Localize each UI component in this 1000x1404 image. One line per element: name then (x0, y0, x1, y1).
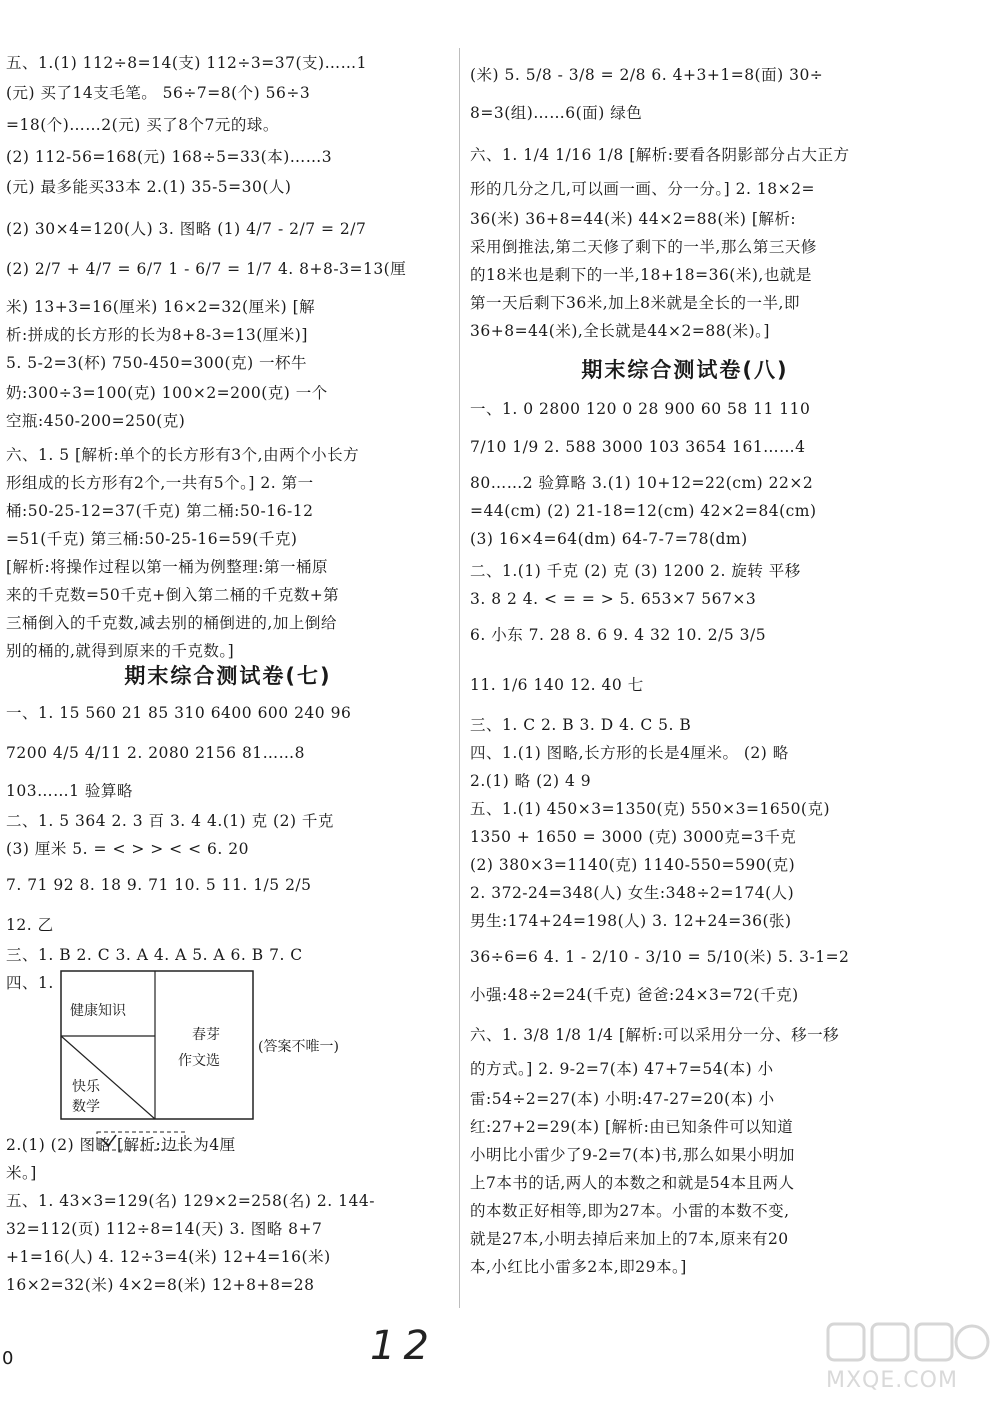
text-line: 米) 13+3=16(厘米) 16×2=32(厘米) [解 (6, 298, 316, 316)
diagram-label: 春芽 (192, 1027, 220, 1043)
text-line: =18(个)……2(元) 买了8个7元的球。 (6, 116, 279, 134)
text-line: 小明比小雷少了9-2=7(本)书,那么如果小明加 (470, 1146, 795, 1164)
page-number: 0 (2, 1348, 14, 1369)
section-title: 期末综合测试卷(八) (581, 358, 789, 382)
text-line: 的18米也是剩下的一半,18+18=36(米),也就是 (470, 266, 812, 284)
text-line: 形的几分之几,可以画一画、分一分。] 2. 18×2= (470, 180, 815, 198)
text-line: (米) 5. 5/8 - 3/8 = 2/8 6. 4+3+1=8(面) 30÷ (470, 66, 824, 84)
text-line: 7/10 1/9 2. 588 3000 103 3654 161……4 (470, 438, 806, 456)
text-line: 80……2 验算略 3.(1) 10+12=22(cm) 22×2 (470, 474, 814, 492)
diagram-label: 数学 (72, 1099, 100, 1115)
watermark-logo (826, 1318, 996, 1368)
text-line: (元) 买了14支毛笔。 56÷7=8(个) 56÷3 (6, 84, 311, 102)
text-line: 8=3(组)……6(面) 绿色 (470, 104, 643, 122)
text-line: 本,小红比小雷多2本,即29本。] (470, 1258, 687, 1276)
text-line: 形组成的长方形有2个,一共有5个。] 2. 第一 (6, 474, 314, 492)
text-line: (2) 112-56=168(元) 168÷5=33(本)……3 (6, 148, 333, 166)
text-line: 11. 1/6 140 12. 40 七 (470, 676, 644, 694)
diagram-label: 作文选 (178, 1053, 220, 1069)
text-line: 采用倒推法,第二天修了剩下的一半,那么第三天修 (470, 238, 817, 256)
text-line: 男生:174+24=198(人) 3. 12+24=36(张) (470, 912, 792, 930)
text-line: 五、1.(1) 112÷8=14(支) 112÷3=37(支)……1 (6, 54, 367, 72)
text-line: 六、1. 5 [解析:单个的长方形有3个,由两个小长方 (6, 446, 360, 464)
text-line: 36+8=44(米),全长就是44×2=88(米)。] (470, 322, 770, 340)
text-line: 2.(1) 略 (2) 4 9 (470, 772, 592, 790)
text-line: 103……1 验算略 (6, 782, 133, 800)
text-line: 小强:48÷2=24(千克) 爸爸:24×3=72(千克) (470, 986, 799, 1004)
text-line: 上7本书的话,两人的本数之和就是54本且两人 (470, 1174, 795, 1192)
text-line: 36÷6=6 4. 1 - 2/10 - 3/10 = 5/10(米) 5. 3-1=2 (470, 948, 850, 966)
text-line: 一、1. 15 560 21 85 310 6400 600 240 96 (6, 704, 352, 722)
text-line: 16×2=32(米) 4×2=8(米) 12+8+8=28 (6, 1276, 315, 1294)
text-line: (2) 380×3=1140(克) 1140-550=590(克) (470, 856, 796, 874)
text-line: 6. 小东 7. 28 8. 6 9. 4 32 10. 2/5 3/5 (470, 626, 767, 644)
watermark-url: MXQE.COM (826, 1368, 958, 1393)
text-line: 第一天后剩下36米,加上8米就是全长的一半,即 (470, 294, 800, 312)
text-line: 析:拼成的长方形的长为8+8-3=13(厘米)] (6, 326, 308, 344)
text-line: 5. 5-2=3(杯) 750-450=300(克) 一杯牛 (6, 354, 308, 372)
text-line: (2) 2/7 + 4/7 = 6/7 1 - 6/7 = 1/7 4. 8+8-3=13(厘 (6, 260, 407, 278)
text-line: =51(千克) 第三桶:50-25-16=59(千克) (6, 530, 298, 548)
text-line: 五、1.(1) 450×3=1350(克) 550×3=1650(克) (470, 800, 831, 818)
text-line: 别的桶的,就得到原来的千克数。] (6, 642, 235, 660)
text-line: 四、1.(1) 图略,长方形的长是4厘米。 (2) 略 (470, 744, 789, 762)
text-line: (2) 30×4=120(人) 3. 图略 (1) 4/7 - 2/7 = 2/7 (6, 220, 367, 238)
section-title: 期末综合测试卷(七) (124, 664, 332, 688)
text-line: 红:27+2=29(本) [解析:由已知条件可以知道 (470, 1118, 794, 1136)
text-line: 32=112(页) 112÷8=14(天) 3. 图略 8+7 (6, 1220, 323, 1238)
text-line: =44(cm) (2) 21-18=12(cm) 42×2=84(cm) (470, 502, 817, 520)
text-line: (元) 最多能买33本 2.(1) 35-5=30(人) (6, 178, 292, 196)
text-line: 三、1. C 2. B 3. D 4. C 5. B (470, 716, 692, 734)
text-line: 桶:50-25-12=37(千克) 第二桶:50-16-12 (6, 502, 314, 520)
text-line: 36(米) 36+8=44(米) 44×2=88(米) [解析: (470, 210, 797, 228)
text-line: 二、1. 5 364 2. 3 百 3. 4 4.(1) 克 (2) 千克 (6, 812, 334, 830)
text-line: 三桶倒入的千克数,减去别的桶倒进的,加上倒给 (6, 614, 337, 632)
text-line: 的方式。] 2. 9-2=7(本) 47+7=54(本) 小 (470, 1060, 774, 1078)
text-line: +1=16(人) 4. 12÷3=4(米) 12+4=16(米) (6, 1248, 331, 1266)
text-line: 四、1. (6, 974, 54, 992)
text-line: 米。] (6, 1164, 37, 1182)
text-line: 来的千克数=50千克+倒入第二桶的千克数+第 (6, 586, 340, 604)
text-line: 六、1. 1/4 1/16 1/8 [解析:要看各阴影部分占大正方 (470, 146, 850, 164)
text-line: 3. 8 2 4. < = = > 5. 653×7 567×3 (470, 590, 757, 608)
text-line: 2. 372-24=348(人) 女生:348÷2=174(人) (470, 884, 795, 902)
diagram-label: 健康知识 (70, 1003, 126, 1019)
text-line: 7200 4/5 4/11 2. 2080 2156 81……8 (6, 744, 306, 762)
text-line: 1350 + 1650 = 3000 (克) 3000克=3千克 (470, 828, 797, 846)
text-line: 的本数正好相等,即为27本。小雷的本数不变, (470, 1202, 790, 1220)
text-line: 五、1. 43×3=129(名) 129×2=258(名) 2. 144- (6, 1192, 375, 1210)
text-line: 2.(1) (2) 图略 [解析:边长为4厘 (6, 1136, 236, 1154)
text-line: (3) 16×4=64(dm) 64-7-7=78(dm) (470, 530, 748, 548)
text-line: 雷:54÷2=27(本) 小明:47-27=20(本) 小 (470, 1090, 775, 1108)
text-line: 7. 71 92 8. 18 9. 71 10. 5 11. 1/5 2/5 (6, 876, 312, 894)
text-line: 就是27本,小明去掉后来加上的7本,原来有20 (470, 1230, 789, 1248)
text-line: 二、1.(1) 千克 (2) 克 (3) 1200 2. 旋转 平移 (470, 562, 801, 580)
text-line: 奶:300÷3=100(克) 100×2=200(克) 一个 (6, 384, 328, 402)
text-line: (3) 厘米 5. = < > > < < 6. 20 (6, 840, 249, 858)
column-divider (459, 48, 460, 1308)
text-line: [解析:将操作过程以第一桶为例整理:第一桶原 (6, 558, 328, 576)
text-line: 一、1. 0 2800 120 0 28 900 60 58 11 110 (470, 400, 811, 418)
handwritten-page-number: 12 (370, 1323, 437, 1369)
text-line: 12. 乙 (6, 916, 54, 934)
text-line: 三、1. B 2. C 3. A 4. A 5. A 6. B 7. C (6, 946, 303, 964)
text-line: 空瓶:450-200=250(克) (6, 412, 186, 430)
diagram-note: (答案不唯一) (258, 1039, 339, 1055)
text-line: 六、1. 3/8 1/8 1/4 [解析:可以采用分一分、移一移 (470, 1026, 840, 1044)
diagram-label: 快乐 (72, 1079, 100, 1095)
dashed-box-answer (96, 1130, 188, 1152)
